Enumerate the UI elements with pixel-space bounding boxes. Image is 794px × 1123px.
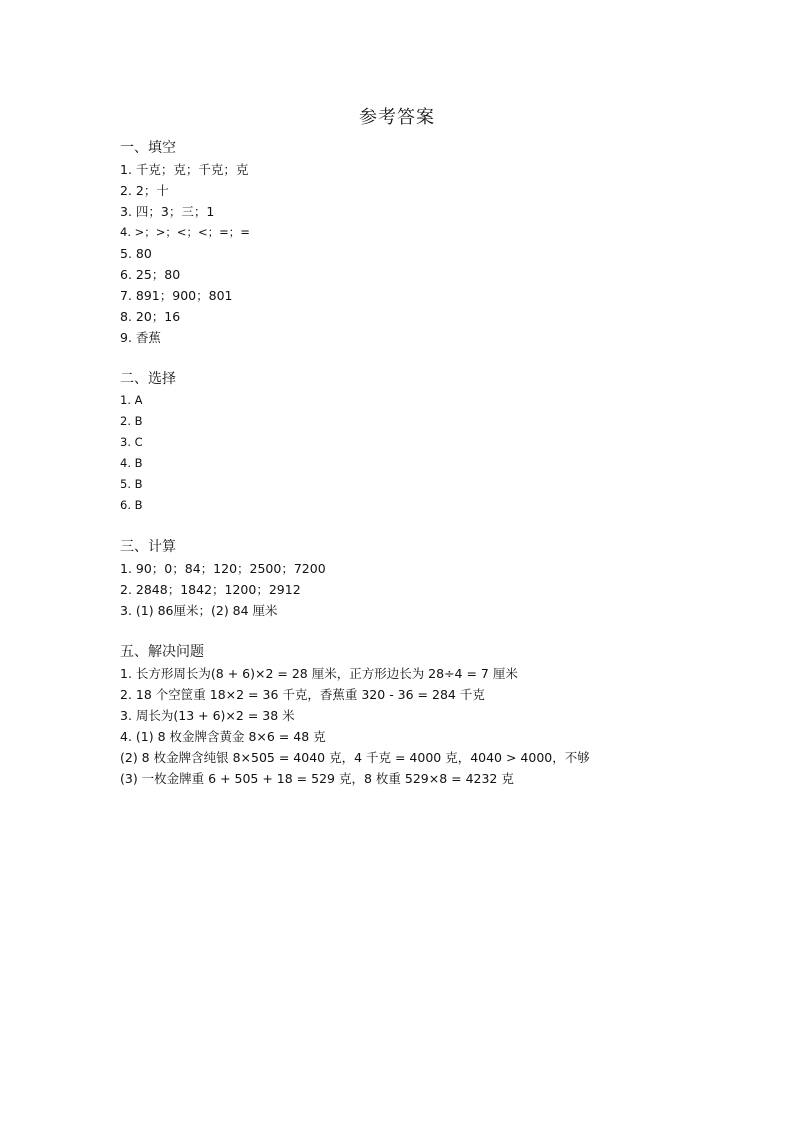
section-heading: 五、解决问题 bbox=[120, 644, 204, 660]
answer-line: (2) 8 枚金牌含纯银 8×505 = 4040 克，4 千克 = 4000 克，4040 > 4000，不够 bbox=[120, 750, 590, 765]
answer-line: 2. B bbox=[120, 414, 143, 428]
answer-line: 1. 90；0；84；120；2500；7200 bbox=[120, 561, 326, 576]
section-fill-in-blanks bbox=[120, 138, 740, 348]
answer-content bbox=[120, 138, 740, 810]
answer-line: 3. C bbox=[120, 435, 143, 449]
section-multiple-choice bbox=[120, 369, 740, 516]
section-heading: 二、选择 bbox=[120, 371, 176, 387]
answer-line: 1. A bbox=[120, 393, 143, 407]
answer-line: 4. >；>；<；<；=；= bbox=[120, 225, 250, 239]
answer-line: 5. 80 bbox=[120, 246, 152, 261]
answer-line: 5. B bbox=[120, 477, 143, 491]
answer-line: 3. (1) 86厘米；(2) 84 厘米 bbox=[120, 603, 278, 618]
answer-line: 3. 周长为(13 + 6)×2 = 38 米 bbox=[120, 708, 295, 723]
section-heading: 三、计算 bbox=[120, 539, 176, 555]
answer-line: 2. 18 个空筐重 18×2 = 36 千克，香蕉重 320 - 36 = 284 千克 bbox=[120, 687, 485, 702]
answer-line: (3) 一枚金牌重 6 + 505 + 18 = 529 克，8 枚重 529×8 = 4232 克 bbox=[120, 771, 514, 786]
page-title: 参考答案 bbox=[359, 107, 435, 128]
answer-line: 3. 四；3；三；1 bbox=[120, 204, 215, 219]
answer-line: 1. 长方形周长为(8 + 6)×2 = 28 厘米，正方形边长为 28÷4 = 7 厘米 bbox=[120, 666, 518, 681]
answer-line: 7. 891；900；801 bbox=[120, 288, 233, 303]
answer-line: 6. B bbox=[120, 498, 143, 512]
section-calculation bbox=[120, 537, 740, 621]
answer-line: 2. 2；十 bbox=[120, 183, 169, 198]
section-problem-solving bbox=[120, 642, 740, 789]
answer-line: 2. 2848；1842；1200；2912 bbox=[120, 582, 301, 597]
answer-line: 4. (1) 8 枚金牌含黄金 8×6 = 48 克 bbox=[120, 729, 326, 744]
answer-line: 8. 20；16 bbox=[120, 309, 181, 324]
section-heading: 一、填空 bbox=[120, 140, 176, 156]
answer-line: 1. 千克；克；千克；克 bbox=[120, 162, 249, 177]
answer-line: 4. B bbox=[120, 456, 143, 470]
answer-line: 6. 25；80 bbox=[120, 267, 181, 282]
answer-line: 9. 香蕉 bbox=[120, 330, 161, 345]
